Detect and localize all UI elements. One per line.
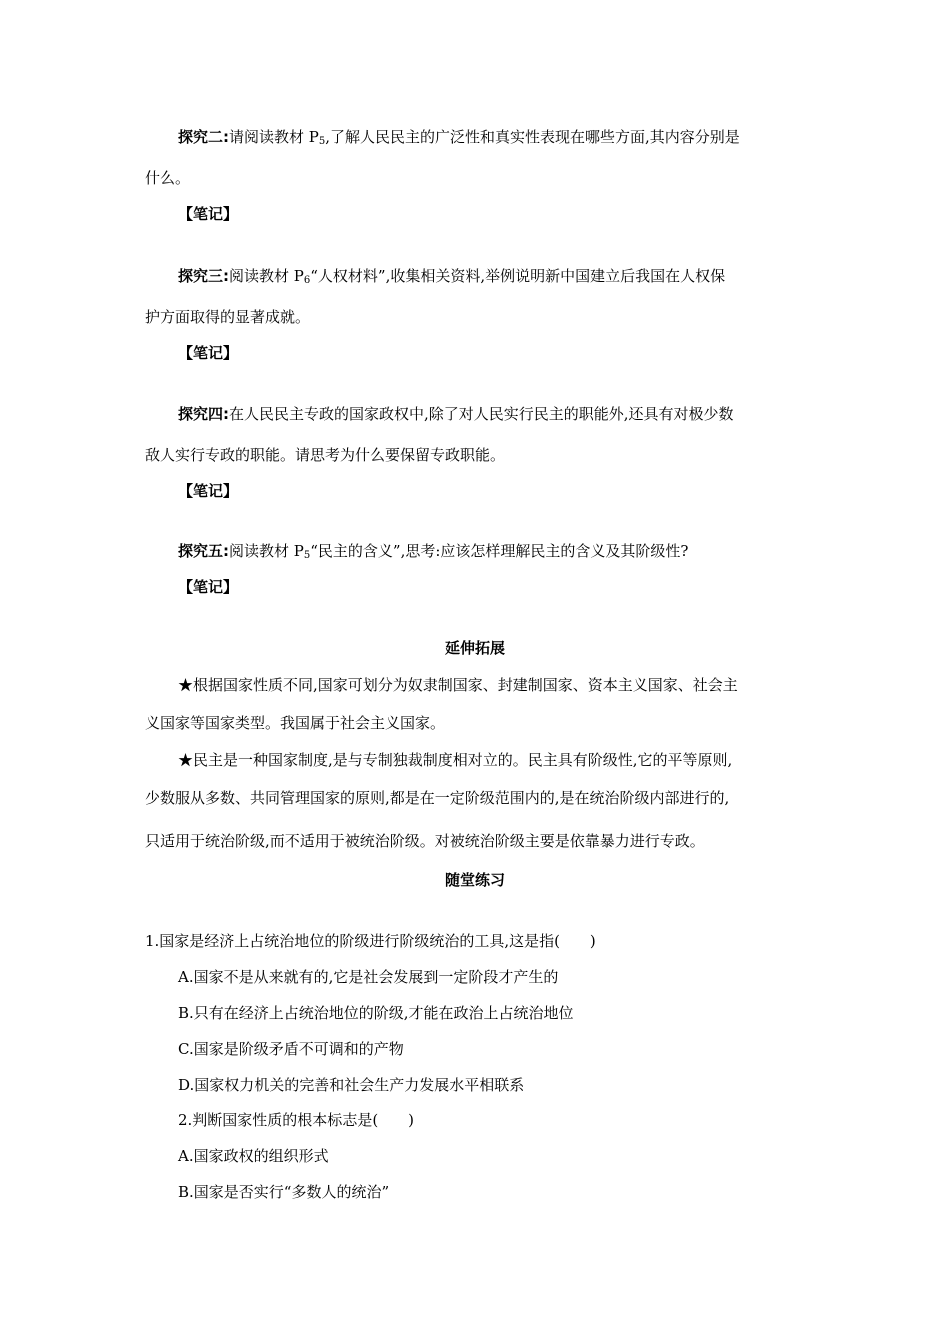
note-label-3: 【笔记】	[178, 482, 239, 500]
extension-heading: 延伸拓展	[444, 639, 505, 657]
inquiry-5-line-1: 探究五:阅读教材 $P_5“$民主的含义”,思考:应该怎样理解民主的含义及其阶级性?	[178, 542, 689, 561]
practice-heading: 随堂练习	[444, 871, 505, 889]
extension-p1-line-1: ★根据国家性质不同,国家可划分为奴隶制国家、封建制国家、资本主义国家、社会主	[178, 676, 738, 694]
inquiry-2-line-2: 什么。	[145, 169, 191, 187]
extension-p2-line-2: 少数服从多数、共同管理国家的原则,都是在一定阶级范围内的,是在统治阶级内部进行的,	[145, 789, 730, 807]
note-label-2: 【笔记】	[178, 344, 239, 362]
extension-p1-line-2: 义国家等国家类型。我国属于社会主义国家。	[145, 714, 446, 732]
inquiry-4-line-2: 敌人实行专政的职能。请思考为什么要保留专政职能。	[145, 446, 506, 464]
inquiry-3-line-1: 探究三:阅读教材 $P_6“$人权材料”,收集相关资料,举例说明新中国建立后我国在人权保	[178, 267, 726, 286]
inquiry-5-label: 探究五:	[178, 542, 229, 560]
inquiry-3-line-2: 护方面取得的显著成就。	[145, 308, 311, 326]
inquiry-2-label: 探究二:	[178, 128, 229, 146]
extension-p2-line-3: 只适用于统治阶级,而不适用于被统治阶级。对被统治阶级主要是依靠暴力进行专政。	[145, 832, 705, 850]
inquiry-4-label: 探究四:	[178, 405, 229, 423]
note-label-4: 【笔记】	[178, 578, 239, 596]
question-1-option-a: A.国家不是从来就有的,它是社会发展到一定阶段才产生的	[178, 968, 559, 986]
inquiry-2-line-1: 探究二:请阅读教材 $P_5$,了解人民民主的广泛性和真实性表现在哪些方面,其内容分别是	[178, 128, 740, 147]
question-1-option-c: C.国家是阶级矛盾不可调和的产物	[178, 1040, 404, 1058]
inquiry-4-line-1: 探究四:在人民民主专政的国家政权中,除了对人民实行民主的职能外,还具有对极少数	[178, 405, 734, 423]
question-1-option-d: D.国家权力机关的完善和社会生产力发展水平相联系	[178, 1076, 525, 1094]
question-2-option-b: B.国家是否实行“多数人的统治”	[178, 1183, 390, 1201]
question-1-stem: 1.国家是经济上占统治地位的阶级进行阶级统治的工具,这是指( )	[145, 932, 596, 950]
note-label-1: 【笔记】	[178, 205, 239, 223]
question-2-stem: 2.判断国家性质的根本标志是( )	[178, 1111, 415, 1129]
question-2-option-a: A.国家政权的组织形式	[178, 1147, 329, 1165]
question-1-option-b: B.只有在经济上占统治地位的阶级,才能在政治上占统治地位	[178, 1004, 574, 1022]
extension-p2-line-1: ★民主是一种国家制度,是与专制独裁制度相对立的。民主具有阶级性,它的平等原则,	[178, 751, 733, 769]
inquiry-3-label: 探究三:	[178, 267, 229, 285]
